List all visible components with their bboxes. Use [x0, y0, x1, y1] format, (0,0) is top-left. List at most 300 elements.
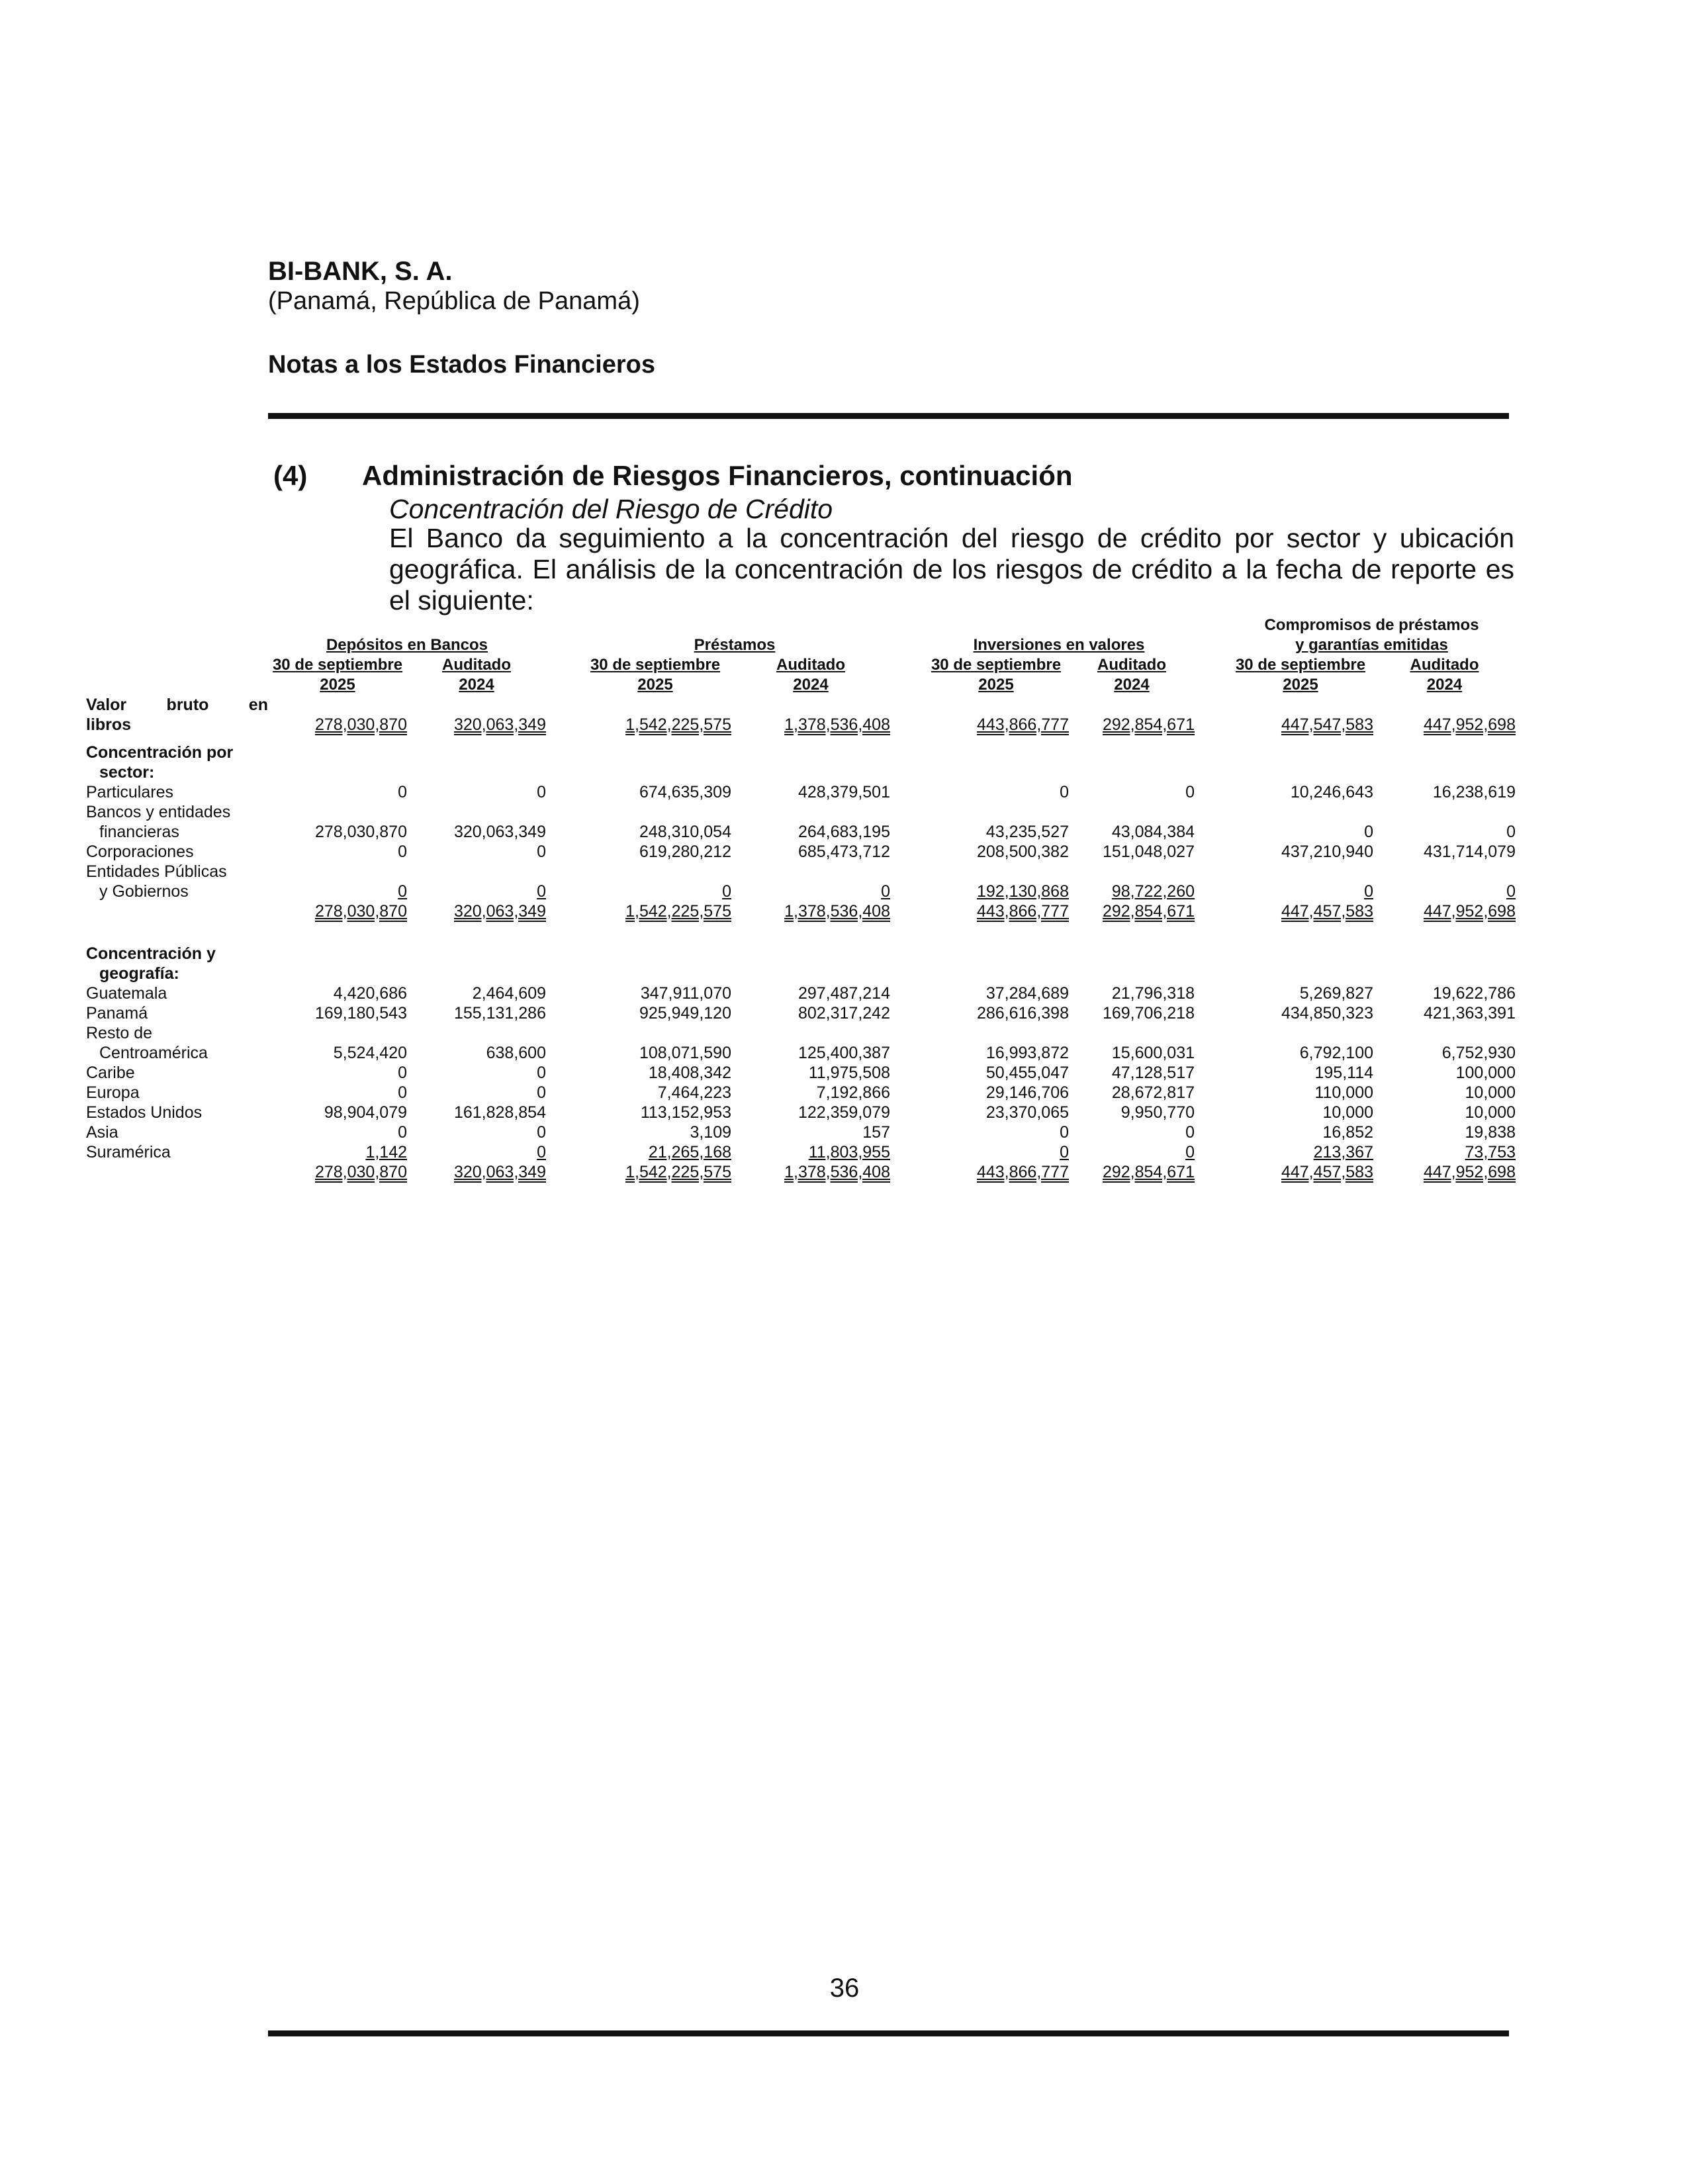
table-cell — [1069, 1023, 1195, 1043]
row-label — [86, 635, 268, 655]
table-cell — [268, 1122, 407, 1142]
gap-cell — [890, 964, 923, 983]
cell-value: 0 — [537, 842, 546, 861]
table-cell — [268, 743, 407, 762]
table-cell — [1228, 1043, 1373, 1063]
cell-value: 1,378,536,408 — [784, 1163, 890, 1181]
gap-cell — [1195, 615, 1228, 635]
gap-cell — [890, 762, 923, 782]
table-cell — [1228, 1003, 1373, 1023]
gap-cell — [890, 695, 923, 715]
table-cell — [579, 901, 731, 921]
row-label: Bancos y entidades — [86, 803, 231, 821]
cell-value: 443,866,777 — [976, 902, 1069, 921]
row-label: Suramérica — [86, 1143, 171, 1161]
table-cell — [407, 1023, 546, 1043]
company-country: (Panamá, República de Panamá) — [268, 287, 640, 315]
row-label: sector: — [99, 763, 155, 782]
table-cell — [1228, 1083, 1373, 1103]
table-cell — [407, 964, 546, 983]
cell-value: 7,464,223 — [657, 1083, 731, 1102]
gap-cell — [890, 1063, 923, 1083]
gap-cell — [890, 743, 923, 762]
section-title: Administración de Riesgos Financieros, continuación — [362, 460, 1073, 491]
table-cell — [923, 1103, 1069, 1122]
gap-cell — [890, 782, 923, 802]
table-cell — [1069, 715, 1195, 735]
gap-cell — [1069, 615, 1195, 635]
cell-value: 1,542,225,575 — [625, 902, 731, 921]
cell-value: 100,000 — [1455, 1064, 1516, 1082]
table-cell — [1069, 743, 1195, 762]
table-cell — [1373, 901, 1516, 921]
table-cell — [1228, 822, 1373, 842]
header-row-2 — [86, 635, 1516, 655]
gap-cell — [890, 655, 923, 675]
geo-row — [86, 1003, 1516, 1023]
cell-value: 5,524,420 — [333, 1044, 407, 1062]
gap-cell — [890, 882, 923, 901]
gap-cell — [546, 1083, 579, 1103]
column-header-text: 30 de septiembre — [1235, 656, 1366, 674]
cell-value: 431,714,079 — [1423, 842, 1516, 861]
table-cell — [407, 1142, 546, 1162]
table-cell — [407, 1003, 546, 1023]
cell-value: 638,600 — [486, 1044, 546, 1062]
table-cell — [268, 822, 407, 842]
table-cell — [407, 862, 546, 882]
gap-cell — [546, 615, 579, 635]
sector-row — [86, 882, 1516, 901]
gap-cell — [1195, 964, 1228, 983]
gap-cell — [546, 822, 579, 842]
gap-cell — [1195, 901, 1228, 921]
section-subtitle: Concentración del Riesgo de Crédito — [389, 494, 833, 524]
table-cell — [407, 1083, 546, 1103]
table-cell — [1373, 964, 1516, 983]
table-cell — [407, 762, 546, 782]
table-cell — [268, 1003, 407, 1023]
sector-row — [86, 822, 1516, 842]
table-cell — [1069, 1063, 1195, 1083]
row-label: Caribe — [86, 1064, 135, 1082]
group-header-commitments-line1: Compromisos de préstamos — [1264, 616, 1479, 634]
gap-cell — [890, 615, 923, 635]
gap-cell — [1195, 1003, 1228, 1023]
group-header-investments: Inversiones en valores — [973, 636, 1145, 654]
table-cell — [731, 1122, 890, 1142]
cell-value: 4,420,686 — [333, 984, 407, 1003]
column-header-text: 30 de septiembre — [931, 656, 1062, 674]
gap-cell — [546, 882, 579, 901]
table-cell — [579, 842, 731, 862]
gap-cell — [546, 944, 579, 964]
header-row-3 — [86, 655, 1516, 675]
table-cell — [1228, 862, 1373, 882]
row-label: Corporaciones — [86, 842, 194, 861]
row-label: financieras — [99, 823, 179, 841]
gap-cell — [546, 1142, 579, 1162]
table-cell — [579, 1083, 731, 1103]
table-cell — [407, 1063, 546, 1083]
cell-value: 0 — [1506, 823, 1516, 841]
table-cell — [1373, 1162, 1516, 1182]
gap-cell — [1195, 944, 1228, 964]
gross-row — [86, 715, 1516, 735]
row-label: Entidades Públicas — [86, 862, 227, 881]
table-cell — [1373, 715, 1516, 735]
table-cell — [1373, 842, 1516, 862]
geo-row — [86, 1142, 1516, 1162]
cell-value: 320,063,349 — [453, 902, 546, 921]
table-cell — [1228, 1063, 1373, 1083]
gap-cell — [890, 1003, 923, 1023]
column-header-text: Auditado — [1410, 656, 1479, 674]
cell-value: 5,269,827 — [1299, 984, 1373, 1003]
column-header — [731, 655, 890, 675]
cell-value: 0 — [1185, 783, 1195, 801]
sector-row — [86, 842, 1516, 862]
table-cell — [731, 901, 890, 921]
section-number: (4) — [273, 460, 308, 491]
gap-cell — [546, 675, 579, 695]
gap-cell — [1195, 882, 1228, 901]
cell-value: 3,109 — [690, 1123, 731, 1142]
gap-cell — [546, 782, 579, 802]
table-cell — [1373, 1122, 1516, 1142]
column-header — [407, 655, 546, 675]
table-cell — [407, 822, 546, 842]
gap-cell — [890, 1122, 923, 1142]
table-cell — [1228, 802, 1373, 822]
sector-label-row — [86, 862, 1516, 882]
gap-cell — [890, 1083, 923, 1103]
gap-cell — [546, 842, 579, 862]
table-cell — [923, 1063, 1069, 1083]
row-label: y Gobiernos — [99, 882, 189, 901]
column-header-text: 30 de septiembre — [590, 656, 721, 674]
row-label — [86, 655, 268, 675]
column-header — [1228, 655, 1373, 675]
gap-cell — [1195, 1043, 1228, 1063]
gap-cell — [407, 615, 546, 635]
table-cell — [1069, 1043, 1195, 1063]
cell-value: 9,950,770 — [1120, 1103, 1195, 1122]
cell-value: 278,030,870 — [314, 902, 407, 921]
column-header-text: 2024 — [793, 676, 829, 694]
cell-value: 802,317,242 — [798, 1004, 890, 1023]
row-label: Panamá — [86, 1004, 148, 1023]
credit-concentration-table — [86, 615, 1516, 1182]
cell-value: 15,600,031 — [1111, 1044, 1195, 1062]
table-cell — [923, 882, 1069, 901]
gap-cell — [890, 1043, 923, 1063]
cell-value: 16,852 — [1322, 1123, 1373, 1142]
table-cell — [268, 1142, 407, 1162]
table-cell — [407, 1122, 546, 1142]
gap-cell — [546, 1103, 579, 1122]
cell-value: 47,128,517 — [1111, 1064, 1195, 1082]
table-cell — [579, 862, 731, 882]
gap-cell — [890, 983, 923, 1003]
column-header-text: 2025 — [1283, 676, 1318, 694]
gap-cell — [923, 615, 1069, 635]
table-cell — [1069, 842, 1195, 862]
gap-cell — [546, 655, 579, 675]
table-cell — [407, 695, 546, 715]
notes-title: Notas a los Estados Financieros — [268, 351, 655, 379]
cell-value: 0 — [537, 783, 546, 801]
page-number: 36 — [829, 1974, 860, 2003]
table-cell — [1373, 1142, 1516, 1162]
table-cell — [923, 1162, 1069, 1182]
table-cell — [579, 802, 731, 822]
table-cell — [731, 822, 890, 842]
column-header — [1228, 675, 1373, 695]
cell-value: 10,000 — [1465, 1103, 1516, 1122]
cell-value: 320,063,349 — [453, 1163, 546, 1181]
cell-value: 297,487,214 — [798, 984, 890, 1003]
table-cell — [923, 1142, 1069, 1162]
gap-cell — [546, 715, 579, 735]
cell-value: 447,952,698 — [1423, 902, 1516, 921]
cell-value: 1,378,536,408 — [784, 902, 890, 921]
column-header-text: 2024 — [1114, 676, 1150, 694]
cell-value: 347,911,070 — [640, 984, 731, 1003]
table-cell — [1069, 802, 1195, 822]
cell-value: 161,828,854 — [453, 1103, 546, 1122]
cell-value: 6,752,930 — [1441, 1044, 1516, 1062]
geo-row — [86, 1043, 1516, 1063]
cell-value: 447,457,583 — [1281, 1163, 1373, 1181]
cell-value: 443,866,777 — [976, 1163, 1069, 1181]
gap-cell — [731, 615, 890, 635]
table-cell — [731, 762, 890, 782]
table-cell — [579, 1103, 731, 1122]
table-cell — [731, 882, 890, 901]
table-cell — [731, 715, 890, 735]
table-cell — [923, 743, 1069, 762]
table-cell — [923, 822, 1069, 842]
table-cell — [923, 901, 1069, 921]
table-cell — [731, 802, 890, 822]
table-cell — [579, 1023, 731, 1043]
header-row-4 — [86, 675, 1516, 695]
cell-value: 0 — [398, 783, 407, 801]
table-cell — [579, 715, 731, 735]
table-cell — [579, 762, 731, 782]
table-cell — [1228, 944, 1373, 964]
column-header — [1373, 655, 1516, 675]
table-cell — [407, 802, 546, 822]
table-cell — [923, 842, 1069, 862]
table-cell — [731, 743, 890, 762]
geo-heading-row-1 — [86, 944, 1516, 964]
column-header — [731, 675, 890, 695]
row-label: Resto de — [86, 1024, 153, 1042]
cell-value: 421,363,391 — [1423, 1004, 1516, 1023]
gap-cell — [1195, 1103, 1228, 1122]
table-cell — [731, 1063, 890, 1083]
table-cell — [407, 715, 546, 735]
cell-value: 18,408,342 — [648, 1064, 731, 1082]
row-label: Concentración y — [86, 944, 216, 963]
table-cell — [731, 1162, 890, 1182]
gap-cell — [890, 842, 923, 862]
table-cell — [1228, 695, 1373, 715]
column-header — [923, 675, 1069, 695]
cell-value: 10,000 — [1465, 1083, 1516, 1102]
cell-value: 278,030,870 — [314, 1163, 407, 1181]
table-cell — [407, 1043, 546, 1063]
table-cell — [1069, 862, 1195, 882]
cell-value: 73,753 — [1465, 1143, 1516, 1161]
table-cell — [268, 964, 407, 983]
table-cell — [731, 1083, 890, 1103]
cell-value: 169,706,218 — [1102, 1004, 1195, 1023]
cell-value: 292,854,671 — [1102, 715, 1195, 734]
gap-cell — [1195, 655, 1228, 675]
table-cell — [579, 882, 731, 901]
table-cell — [1069, 695, 1195, 715]
table-cell — [1069, 964, 1195, 983]
table-cell — [268, 882, 407, 901]
table-cell — [1228, 1162, 1373, 1182]
cell-value: 443,866,777 — [976, 715, 1069, 734]
table-cell — [731, 1103, 890, 1122]
gap-cell — [579, 615, 731, 635]
table-cell — [923, 1043, 1069, 1063]
table-cell — [268, 802, 407, 822]
cell-value: 278,030,870 — [314, 823, 407, 841]
table-cell — [1228, 1103, 1373, 1122]
table-cell — [923, 1023, 1069, 1043]
cell-value: 6,792,100 — [1299, 1044, 1373, 1062]
group-header-loans: Préstamos — [694, 636, 776, 654]
table-cell — [579, 1043, 731, 1063]
table-cell — [923, 1083, 1069, 1103]
table-cell — [1069, 762, 1195, 782]
geo-label-row — [86, 1023, 1516, 1043]
cell-value: 23,370,065 — [985, 1103, 1069, 1122]
table-cell — [1373, 944, 1516, 964]
cell-value: 7,192,866 — [816, 1083, 890, 1102]
table-cell — [1228, 983, 1373, 1003]
row-label: geografía: — [99, 964, 179, 983]
cell-value: 278,030,870 — [314, 715, 407, 734]
cell-value: 292,854,671 — [1102, 1163, 1195, 1181]
table-cell — [268, 983, 407, 1003]
table-cell — [407, 842, 546, 862]
table-cell — [1069, 1142, 1195, 1162]
cell-value: 208,500,382 — [976, 842, 1069, 861]
table-cell — [731, 1023, 890, 1043]
table-cell — [1228, 762, 1373, 782]
table-cell — [579, 964, 731, 983]
table-cell — [923, 944, 1069, 964]
cell-value: 685,473,712 — [798, 842, 890, 861]
cell-value: 1,378,536,408 — [784, 715, 890, 734]
cell-value: 98,904,079 — [324, 1103, 407, 1122]
cell-value: 21,796,318 — [1111, 984, 1195, 1003]
gap-cell — [1195, 983, 1228, 1003]
gap-cell — [890, 1162, 923, 1182]
cell-value: 43,235,527 — [985, 823, 1069, 841]
cell-value: 0 — [1060, 1123, 1069, 1142]
row-label: Estados Unidos — [86, 1103, 203, 1122]
table-cell — [407, 944, 546, 964]
cell-value: 0 — [722, 882, 731, 901]
cell-value: 195,114 — [1314, 1064, 1373, 1082]
table-cell — [731, 964, 890, 983]
column-header-text: 2025 — [320, 676, 355, 694]
cell-value: 28,672,817 — [1111, 1083, 1195, 1102]
sector-heading-row-1 — [86, 743, 1516, 762]
table-cell — [579, 1063, 731, 1083]
cell-value: 0 — [1364, 823, 1373, 841]
cell-value: 169,180,543 — [314, 1004, 407, 1023]
gap-cell — [1195, 1162, 1228, 1182]
cell-value: 1,542,225,575 — [625, 1163, 731, 1181]
gap-cell — [890, 822, 923, 842]
table-cell — [1373, 802, 1516, 822]
cell-value: 434,850,323 — [1281, 1004, 1373, 1023]
table-cell — [1069, 983, 1195, 1003]
cell-value: 447,547,583 — [1281, 715, 1373, 734]
table-cell — [1373, 882, 1516, 901]
company-name: BI-BANK, S. A. — [268, 257, 453, 286]
gap-cell — [546, 1063, 579, 1083]
table-cell — [268, 715, 407, 735]
table-cell — [407, 1162, 546, 1182]
table-cell — [407, 743, 546, 762]
gap-cell — [890, 1103, 923, 1122]
table-cell — [1069, 782, 1195, 802]
cell-value: 2,464,609 — [472, 984, 546, 1003]
gap-cell — [546, 1043, 579, 1063]
gap-cell — [890, 715, 923, 735]
cell-value: 155,131,286 — [453, 1004, 546, 1023]
cell-value: 619,280,212 — [639, 842, 731, 861]
table-cell — [1069, 1122, 1195, 1142]
gap-cell — [546, 1162, 579, 1182]
gap-cell — [890, 1023, 923, 1043]
table-cell — [923, 862, 1069, 882]
column-header — [1069, 655, 1195, 675]
cell-value: 19,838 — [1465, 1123, 1516, 1142]
table-cell — [1373, 782, 1516, 802]
table-cell — [731, 1043, 890, 1063]
row-label — [86, 901, 268, 921]
table-cell — [731, 782, 890, 802]
group-header-deposits: Depósitos en Bancos — [326, 636, 488, 654]
cell-value: 16,238,619 — [1432, 783, 1516, 801]
table-cell — [1228, 1142, 1373, 1162]
table-cell — [268, 1023, 407, 1043]
cell-value: 0 — [537, 882, 546, 901]
table-cell — [923, 715, 1069, 735]
cell-value: 0 — [398, 1123, 407, 1142]
cell-value: 0 — [1185, 1143, 1195, 1161]
column-header — [1069, 675, 1195, 695]
cell-value: 37,284,689 — [985, 984, 1069, 1003]
cell-value: 110,000 — [1314, 1083, 1373, 1102]
gap-cell — [1195, 635, 1228, 655]
table-cell — [731, 695, 890, 715]
header-row-1 — [86, 615, 1516, 635]
table-cell — [1069, 944, 1195, 964]
table-cell — [1228, 743, 1373, 762]
